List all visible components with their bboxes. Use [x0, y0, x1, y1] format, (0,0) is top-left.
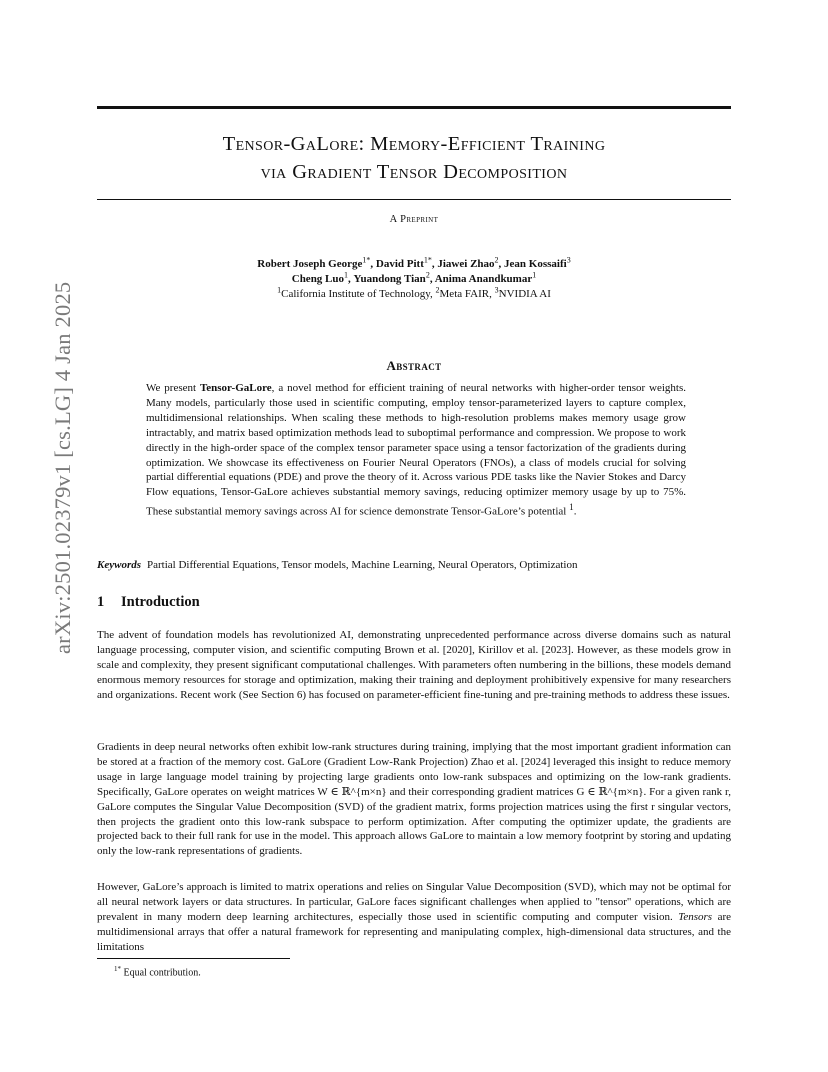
author-affil: 1 — [344, 270, 349, 280]
author-affil: 2 — [494, 255, 499, 265]
affil-mark: 2 — [435, 285, 440, 295]
para3-text-a: However, GaLore’s approach is limited to matrix operations and relies on Singular Value Decomposition (SVD), which may not be optimal for all neural network layers or data structures. In particular, GaLore faces significant challenges when applied to "tensor" operations, which are prevalent in many modern deep learning architectures, especially those used in scientific computing and computer vision. — [97, 881, 731, 923]
section-number: 1 — [97, 594, 105, 610]
author-affil: 1* — [362, 255, 371, 265]
title-bottom-rule — [97, 199, 731, 200]
affiliations-line: $^1$California Institute of Technology, $^2$Meta FAIR, $^3$NVIDIA AI — [277, 285, 551, 300]
footnote-mark: 1* — [114, 965, 121, 973]
author-name: David Pitt — [375, 258, 424, 270]
authors-line-2: Cheng Luo$^1$, Yuandong Tian$^2$, Anima Anandkumar$^1$ — [291, 270, 537, 285]
author-block — [97, 257, 731, 302]
author-name: Cheng Luo — [291, 273, 345, 285]
method-name: Tensor-GaLore — [199, 382, 272, 394]
paper-title — [97, 130, 731, 186]
intro-paragraph-1: The advent of foundation models has revolutionized AI, demonstrating unprecedented performance across diverse domains such as natural language processing, computer vision, and scientific computing Brown et al. [2020], Kirillov et al. [2023]. However, as these models grow in scale and complexity, they present significant computational challenges. With parameters often numbering in the billions, these models demand enormous memory resources for storage and optimization, making their training and deployment prohibitively expensive for many researchers and organizations. Recent work (See Section 6) has focused on parameter-efficient fine-tuning and pre-training methods to address these issues. — [97, 629, 731, 701]
section-title: Introduction — [121, 594, 200, 610]
title-line-1: Tensor-GaLore: Memory-Efficient Training — [222, 133, 606, 155]
footnote-text: Equal contribution. — [123, 967, 201, 979]
abstract-lead: We present — [146, 382, 200, 394]
abstract-end: . — [573, 505, 577, 518]
abstract-heading: Abstract — [386, 358, 442, 373]
author-name: Robert Joseph George — [257, 258, 363, 270]
affil-mark: 1 — [277, 285, 282, 295]
footnote-ref[interactable]: 1 — [569, 502, 574, 513]
footnote — [114, 963, 201, 979]
intro-paragraph-2: Gradients in deep neural networks often exhibit low-rank structures during training, implying that the most important gradient information can be stored at a fraction of the memory cost. GaLore (Gradient Low-Rank Projection) Zhao et al. [2024] leveraged this insight to reduce memory usage in large language model training by projecting large gradients onto low-rank subspaces and optimizing on the low-rank gradients. Specifically, GaLore operates on weight matrices W ∈ ℝ^{m×n} and their corresponding gradient matrices G ∈ ℝ^{m×n}. For a given rank r, GaLore computes the Singular Value Decomposition (SVD) of the gradient matrix, forms projection matrices using the first r singular vectors, then projects the gradient onto this low-rank subspace to perform optimization. After computing the optimizer update, the gradients are projected back to their full rank for use in the model. This approach allows GaLore to maintain a low memory footprint by storing and updating only the low-rank representations of gradients. — [97, 741, 731, 858]
title-top-rule — [97, 106, 731, 109]
author-affil: 2 — [425, 270, 430, 280]
author-affil: 3 — [566, 255, 571, 265]
author-name: Jiawei Zhao — [437, 258, 495, 270]
para3-italic: Tensors — [678, 910, 713, 923]
affiliation: NVIDIA AI — [498, 288, 551, 300]
keywords-line — [97, 558, 731, 573]
abstract-body — [146, 381, 686, 520]
author-name: Anima Anandkumar — [434, 273, 533, 285]
author-affil: 1* — [423, 255, 432, 265]
keywords-list: Partial Differential Equations, Tensor models, Machine Learning, Neural Operators, Optimization — [147, 559, 578, 571]
author-name: Jean Kossaifi — [504, 258, 567, 270]
title-line-2: via Gradient Tensor Decomposition — [260, 161, 568, 183]
para3-text-b: are multidimensional arrays that offer a natural framework for representing and manipulating complex, high-dimensional data structures, and the limitations — [97, 910, 731, 953]
authors-line-1: Robert Joseph George$^{1*}$, David Pitt$^{1*}$, Jiawei Zhao$^2$, Jean Kossaifi$^3$ — [257, 255, 571, 270]
footnote-rule — [97, 958, 290, 959]
affiliation: Meta FAIR — [439, 288, 490, 300]
author-affil: 1 — [532, 270, 537, 280]
preprint-label: A Preprint — [389, 214, 439, 225]
intro-paragraph-3 — [97, 880, 731, 955]
arxiv-identifier: arXiv:2501.02379v1 [cs.LG] 4 Jan 2025 — [50, 281, 75, 654]
keywords-label: Keywords — [97, 559, 141, 571]
affiliation: California Institute of Technology — [281, 288, 431, 300]
author-name: Yuandong Tian — [353, 273, 426, 285]
abstract-text: , a novel method for efficient training of neural networks with higher-order tensor weights. Many models, particularly those used in scientific computing, employ tensor-parameterized layers to capture complex, multidimensional relationships. When scaling these methods to high-resolution problems makes memory usage grow intractably, and matrix based optimization methods lead to suboptimal performance and compression. We propose to work directly in the high-order space of the complex tensor parameter space using a tensor factorization of the gradients during optimization. We showcase its effectiveness on Fourier Neural Operators (FNOs), a class of models crucial for solving partial differential equations (PDE) and prove the theory of it. Across various PDE tasks like the Navier Stokes and Darcy Flow equations, Tensor-GaLore achieves substantial memory savings, reducing optimizer memory usage by up to 75%. These substantial memory savings across AI for science demonstrate Tensor-GaLore’s potential — [146, 382, 686, 518]
section-heading — [97, 594, 200, 611]
affil-mark: 3 — [494, 285, 499, 295]
